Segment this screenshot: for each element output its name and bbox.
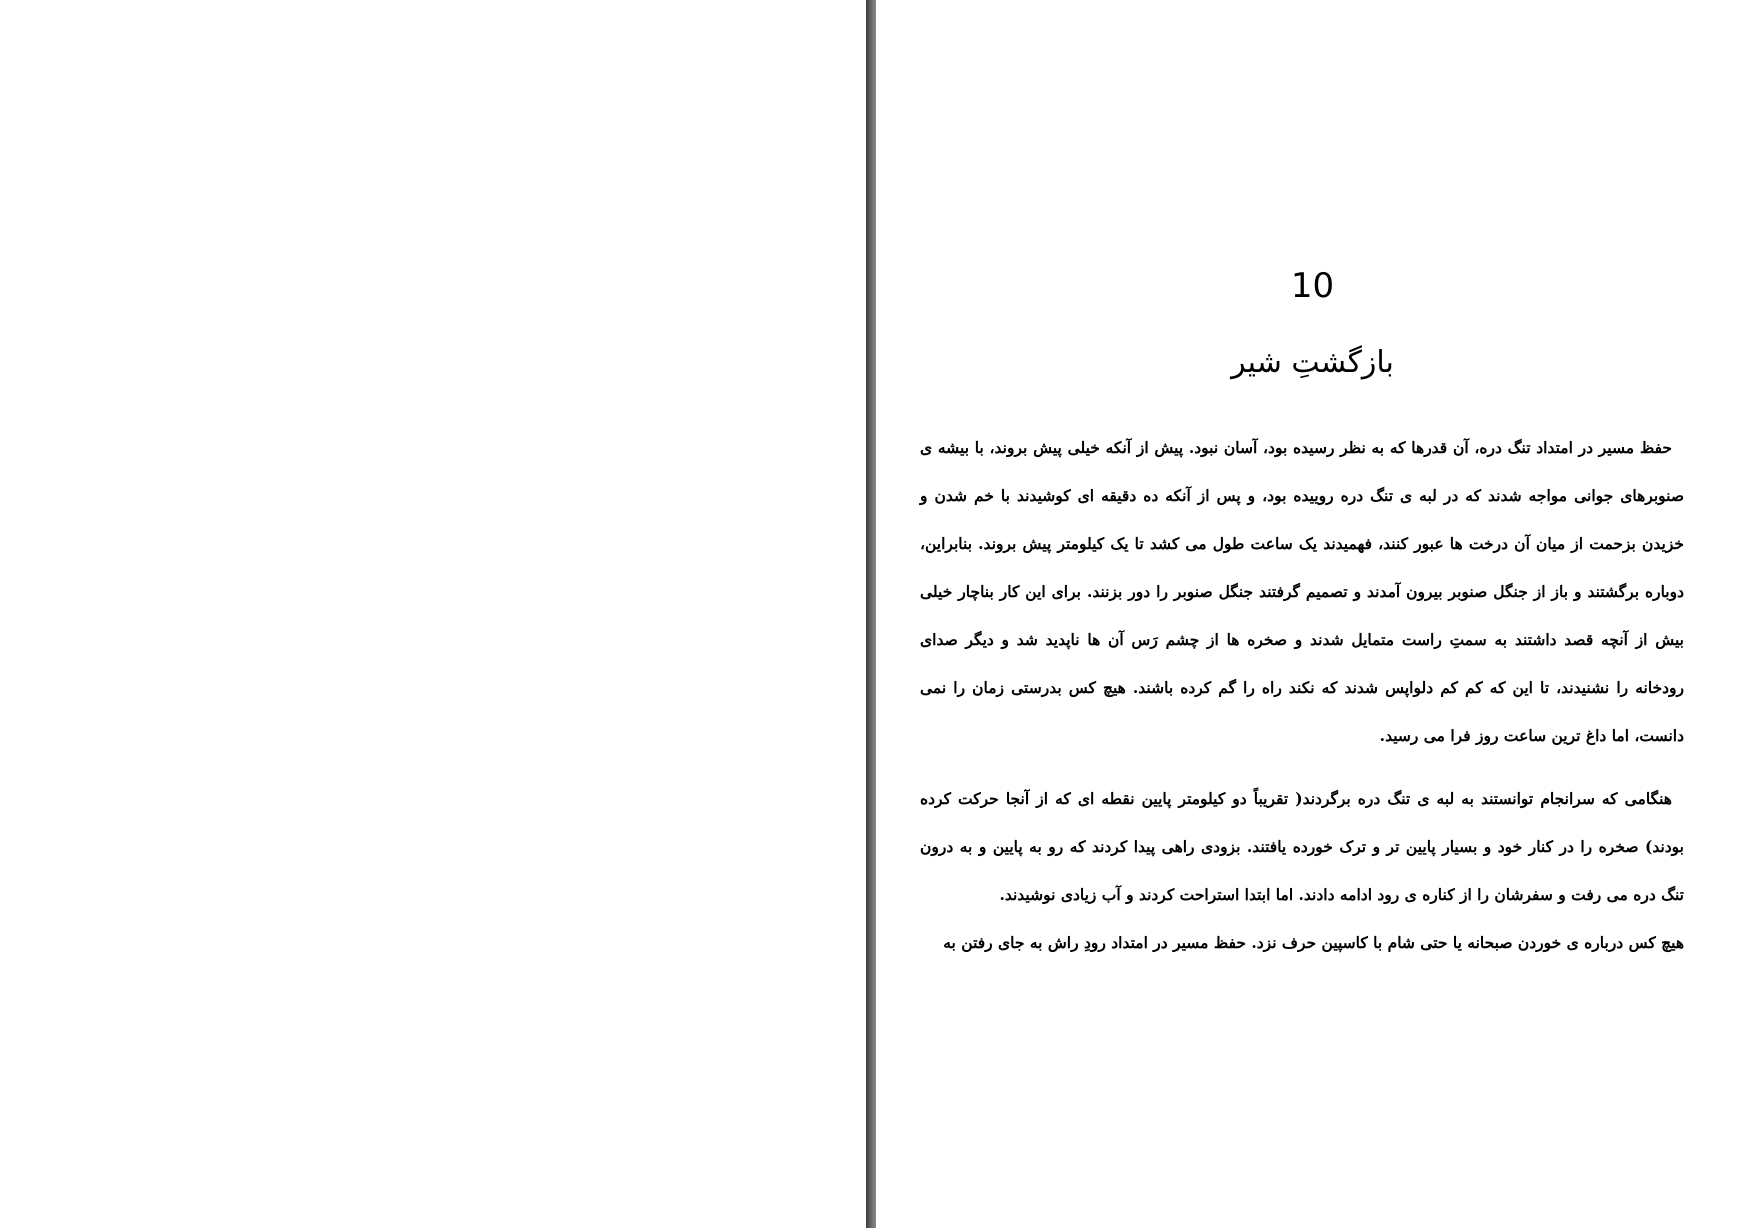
page-gutter-divider	[866, 0, 876, 1228]
right-page	[876, 0, 1749, 1228]
chapter-title: بازگشتِ شیر	[1231, 345, 1394, 380]
body-paragraph-2: هنگامی که سرانجام توانستند به لبه ی تنگ دره برگردند( تقریباً دو کیلومتر پایین نقطه ای که از آنجا حرکت کرده بودند) صخره را در کنار خود و بسیار پایین تر و ترک خورده یافتند. بزودی راهی پیدا کردند که رو به پایین و به درون تنگ دره می رفت و سفرشان را از کناره ی رود ادامه دادند. اما ابتدا استراحت کردند و آب زیادی نوشیدند.	[920, 789, 1684, 904]
chapter-number: 10	[1290, 266, 1335, 306]
body-paragraph-1: حفظ مسیر در امتداد تنگ دره، آن قدرها که به نظر رسیده بود، آسان نبود. پیش از آنکه خیلی پیش بروند، با بیشه ی صنوبرهای جوانی مواجه شدند که در لبه ی تنگ دره روییده بود، و پس از آنکه ده دقیقه ای کوشیدند با خم شدن و خزیدن بزحمت از میان آن درخت ها عبور کنند، فهمیدند یک ساعت طول می کشد تا یک کیلومتر پیش بروند. بنابراین، دوباره برگشتند و باز از جنگل صنوبر بیرون آمدند و تصمیم گرفتند جنگل صنوبر را دور بزنند. برای این کار بناچار خیلی بیش از آنچه قصد داشتند به سمتِ راست متمایل شدند و صخره ها از چشم رَس آن ها ناپدید شد و دیگر صدای رودخانه را نشنیدند، تا این که کم کم دلواپس شدند که نکند راه را گم کرده باشند. هیچ کس بدرستی زمان را نمی دانست، اما داغ ترین ساعت روز فرا می رسید.	[920, 438, 1684, 745]
left-page-blank	[0, 0, 866, 1228]
body-paragraph-3: هیچ کس درباره ی خوردن صبحانه یا حتی شام با کاسپین حرف نزد. حفظ مسیر در امتداد رودِ راش به جای رفتن به	[943, 933, 1684, 952]
